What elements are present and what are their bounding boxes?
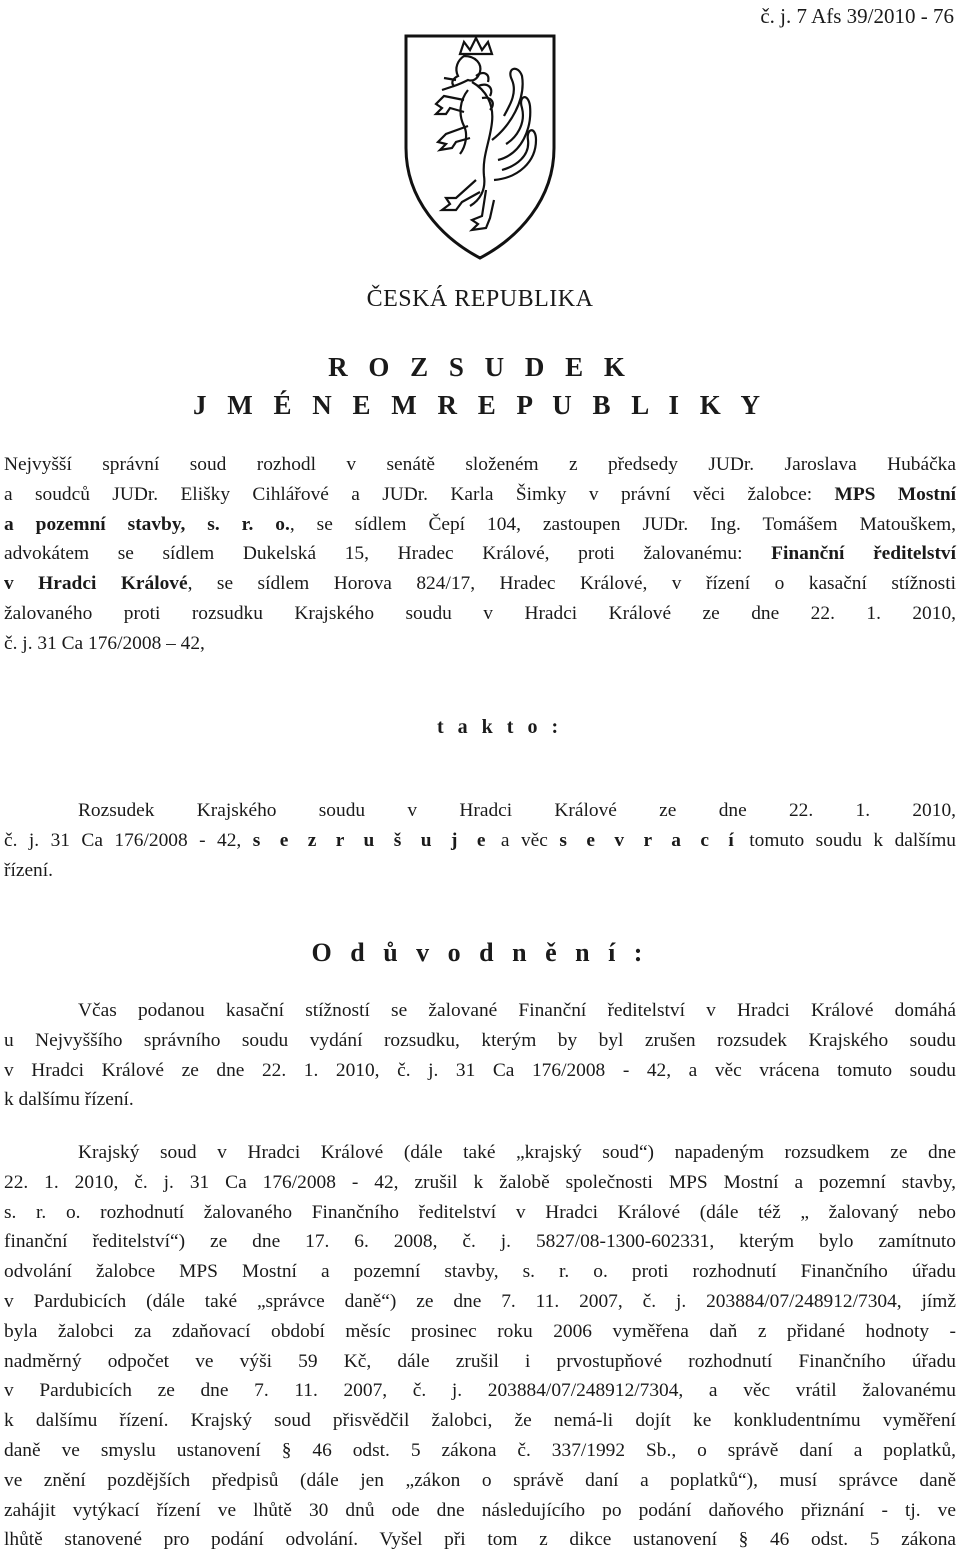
intro-text: , se sídlem Čepí 104, zastoupen JUDr. Ing. Tomášem Matouškem, [289, 513, 956, 535]
defendant-name-cont: v Hradci Králové [4, 573, 188, 595]
verdict-return: s e v r a c í [559, 829, 738, 851]
paragraph-line: v Pardubicích (dále také „správce daně“) ze dne 7. 11. 2007, č. j. 203884/07/248912/7304, jímž [4, 1290, 956, 1312]
intro-line: č. j. 31 Ca 176/2008 – 42, [4, 632, 205, 654]
paragraph-line: k dalšímu řízení. Krajský soud přisvědčil žalobci, že nemá-li dojít ke konkludentnímu vyměření [4, 1410, 956, 1432]
intro-text: advokátem se sídlem Dukelská 15, Hradec Králové, proti žalovanému: [4, 543, 772, 565]
paragraph-line: finanční ředitelství“) ze dne 17. 6. 2008, č. j. 5827/08-1300-602331, kterým bylo zamítnuto [4, 1231, 956, 1253]
paragraph-line: ve znění pozdějších předpisů (dále jen „zákon o správě daní a poplatků“), musí správce daně [4, 1469, 956, 1491]
case-reference: č. j. 7 Afs 39/2010 - 76 [760, 4, 954, 28]
paragraph-line: u Nejvyššího správního soudu vydání rozsudku, kterým by byl zrušen rozsudek Krajského soudu [4, 1029, 956, 1051]
verdict-line: řízení. [4, 859, 53, 881]
paragraph-line: s. r. o. rozhodnutí žalovaného Finančního ředitelství v Hradci Králové (dále též „ žalovaný nebo [4, 1201, 956, 1223]
judgment-subtitle: J M É N E M R E P U B L I K Y [192, 390, 768, 420]
intro-line [4, 569, 956, 599]
intro-line: Nejvyšší správní soud rozhodl v senátě složeném z předsedy JUDr. Jaroslava Hubáčka [4, 454, 956, 475]
paragraph-line: v Pardubicích ze dne 7. 11. 2007, č. j. 203884/07/248912/7304, a věc vrátil žalovanému [4, 1380, 956, 1402]
paragraph-line: nadměrný odpočet ve výši 59 Kč, dále zrušil i prvostupňové rozhodnutí Finančního úřadu [4, 1350, 956, 1372]
reasoning-paragraph-1 [4, 996, 956, 1115]
intro-text: , se sídlem Horova 824/17, Hradec Králové, v řízení o kasační stížnosti [187, 573, 957, 595]
paragraph-line: daně ve smyslu ustanovení § 46 odst. 5 zákona č. 337/1992 Sb., o správě daní a poplatků, [4, 1439, 956, 1461]
paragraph-line: lhůtě stanovené pro podání odvolání. Vyšel při tom z dikce ustanovení § 46 odst. 5 zákona [4, 1529, 956, 1551]
intro-paragraph [4, 450, 956, 659]
judgment-title: R O Z S U D E K [328, 352, 632, 382]
verdict-text: a věc [500, 829, 548, 851]
verdict-line [4, 826, 956, 856]
intro-line: žalovaného proti rozsudku Krajského soudu v Hradci Králové ze dne 22. 1. 2010, [4, 602, 956, 624]
intro-line [4, 510, 956, 540]
defendant-name: Finanční ředitelství [771, 543, 956, 565]
paragraph-line: k dalšímu řízení. [4, 1089, 134, 1111]
intro-line [4, 539, 956, 569]
country-name: ČESKÁ REPUBLIKA [366, 286, 594, 312]
paragraph-line: Včas podanou kasační stížností se žalované Finanční ředitelství v Hradci Králové domáhá [78, 1000, 956, 1021]
plaintiff-name-cont: a pozemní stavby, s. r. o. [4, 513, 290, 535]
paragraph-line: byla žalobci za zdaňovací období měsíc prosinec roku 2006 vyměřena daň z přidané hodnoty - [4, 1320, 956, 1342]
verdict-paragraph [4, 796, 956, 885]
verdict-text: č. j. 31 Ca 176/2008 - 42, [4, 829, 242, 851]
intro-line [4, 480, 956, 510]
paragraph-line: Krajský soud v Hradci Králové (dále také „krajský soud“) napadeným rozsudkem ze dne [78, 1142, 956, 1163]
paragraph-line: v Hradci Králové ze dne 22. 1. 2010, č. j. 31 Ca 176/2008 - 42, a věc vrácena tomuto soudu [4, 1059, 956, 1081]
paragraph-line: odvolání žalobce MPS Mostní a pozemní stavby, s. r. o. proti rozhodnutí Finančního úřadu [4, 1261, 956, 1283]
verdict-annul: s e z r u š u j e [252, 829, 490, 851]
paragraph-line: 22. 1. 2010, č. j. 31 Ca 176/2008 - 42, zrušil k žalobě společnosti MPS Mostní a pozemní stavby, [4, 1171, 956, 1193]
paragraph-line: zahájit vytýkací řízení ve lhůtě 30 dnů ode dne následujícího po podání daňového přiznání - tj. ve [4, 1499, 956, 1521]
takto-heading: t a k t o : [437, 716, 563, 738]
reasoning-paragraph-2 [4, 1138, 956, 1555]
coat-of-arms-emblem [398, 30, 562, 266]
intro-text: a soudců JUDr. Elišky Cihlářové a JUDr. Karla Šimky v právní věci žalobce: [4, 483, 835, 505]
verdict-line: Rozsudek Krajského soudu v Hradci Králové ze dne 22. 1. 2010, [78, 800, 956, 821]
reasoning-heading: O d ů v o d n ě n í : [311, 938, 649, 967]
plaintiff-name: MPS Mostní [834, 483, 956, 505]
verdict-text: tomuto soudu k dalšímu [749, 829, 956, 851]
